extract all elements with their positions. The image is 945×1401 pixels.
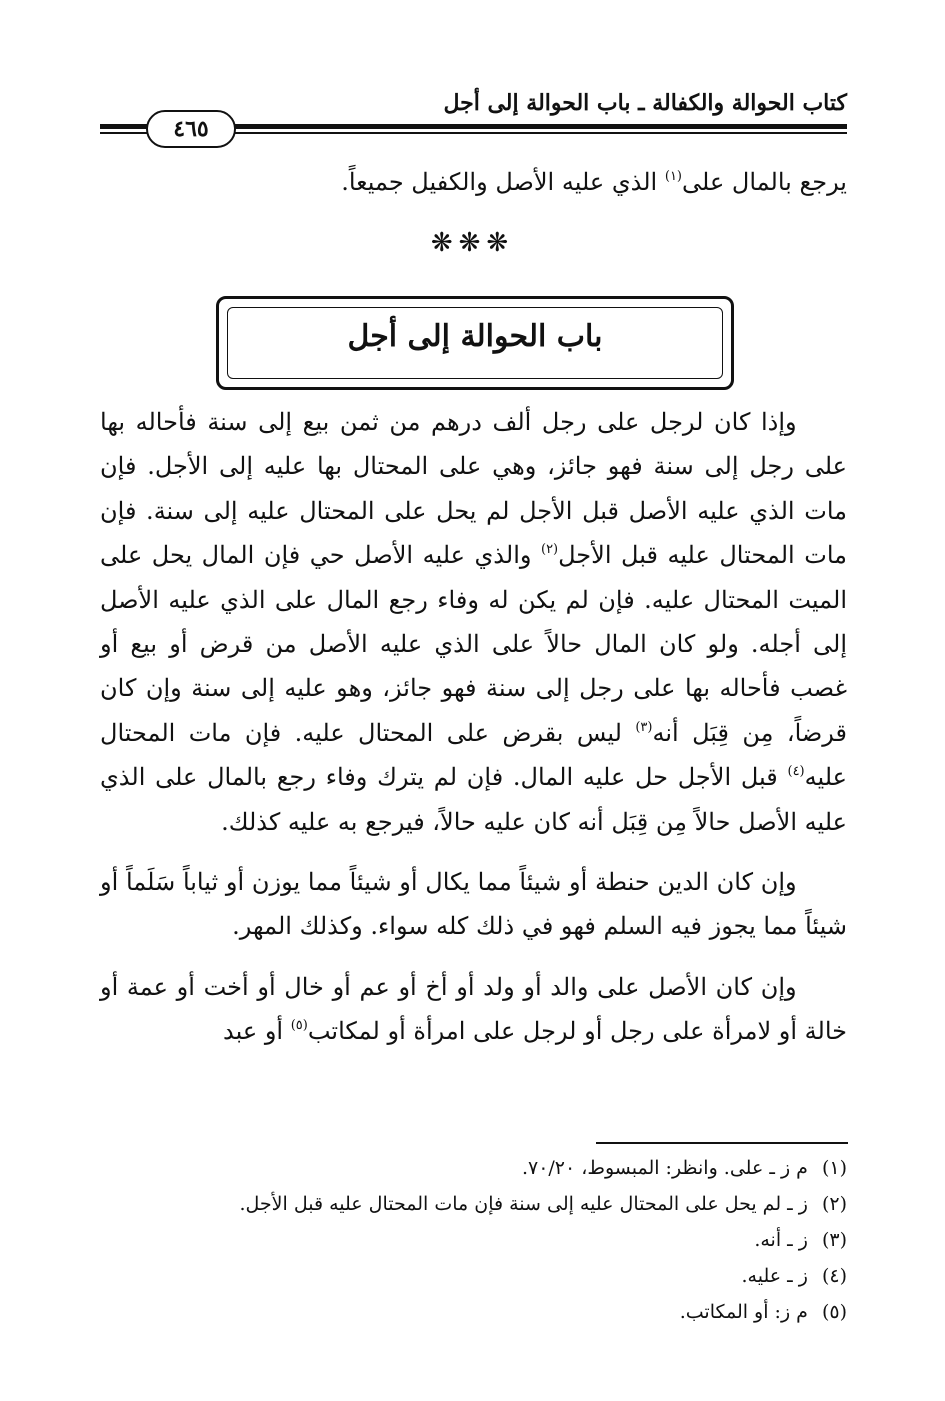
paragraph-1 [100, 400, 847, 844]
paragraph-3 [100, 965, 847, 1054]
footnote-ref-4: (٤) [787, 764, 805, 780]
paragraph-text: والذي عليه الأصل حي فإن المال يحل على الميت المحتال عليه. فإن لم يكن له وفاء رجع المال على الذي عليه الأصل إلى أجله. ولو كان المال حالاً على الذي عليه الأصل من قرض أو بيع أو غصب فأحاله بها على رجل إلى سنة فهو جائز، وهو عليه إلى سنة وإن كان قرضاً، مِن قِبَل أنه [100, 541, 847, 747]
chapter-title-frame [216, 296, 734, 390]
paragraph-text: وإذا كان لرجل على رجل ألف درهم من ثمن بيع إلى سنة فأحاله بها على رجل إلى سنة فهو جائز، وهي على المحتال بها عليه إلى الأجل. فإن مات الذي عليه الأصل قبل الأجل لم يحل على المحتال عليه إلى سنة. فإن مات المحتال عليه قبل الأجل [100, 408, 847, 570]
running-head: كتاب الحوالة والكفالة ـ باب الحوالة إلى أجل [443, 90, 847, 116]
footnote-text: م ز ـ على. وانظر: المبسوط، ٧٠/٢٠. [521, 1157, 808, 1179]
footnote-text: ز ـ لم يحل على المحتال عليه إلى سنة فإن مات المحتال عليه قبل الأجل. [239, 1193, 808, 1215]
footnote-item [100, 1222, 847, 1258]
paragraph-text: وإن كان الأصل على والد أو ولد أو أخ أو عم أو خال أو أخت أو عمة أو خالة أو لامرأة على رجل أو لرجل على امرأة أو لمكاتب [100, 972, 847, 1046]
footnote-item [100, 1150, 847, 1186]
footnote-text: ز ـ عليه. [741, 1265, 808, 1287]
chapter-title: باب الحوالة إلى أجل [347, 319, 603, 354]
footnote-ref-1: (١) [664, 169, 682, 184]
paragraph-2: وإن كان الدين حنطة أو شيئاً مما يكال أو شيئاً مما يوزن أو ثياباً سَلَماً أو شيئاً مما يجوز فيه السلم فهو في ذلك كله سواء. وكذلك المهر. [100, 868, 847, 941]
footnote-item [100, 1294, 847, 1330]
opening-text: يرجع بالمال على [682, 168, 847, 196]
footnote-number: (١) [821, 1157, 847, 1179]
footnote-number: (٣) [821, 1229, 847, 1251]
footnote-ref-3: (٣) [635, 719, 653, 735]
footnote-item [100, 1186, 847, 1222]
footnote-number: (٥) [821, 1301, 847, 1323]
footnote-text: ز ـ أنه. [754, 1229, 808, 1251]
paragraph-text: ليس بقرض على المحتال عليه. فإن مات المحتال عليه [100, 718, 847, 792]
footnotes [100, 1150, 847, 1330]
footnote-ref-5: (٥) [290, 1018, 308, 1034]
footnote-text: م ز: أو المكاتب. [679, 1301, 808, 1323]
body-text [100, 400, 847, 1070]
footnote-number: (٢) [821, 1193, 847, 1215]
footnote-item [100, 1258, 847, 1294]
paragraph-text: قبل الأجل حل عليه المال. فإن لم يترك وفاء رجع بالمال على الذي عليه الأصل حالاً مِن قِبَل أنه كان عليه حالاً، فيرجع به عليه كذلك. [100, 763, 847, 836]
opening-line [300, 160, 847, 204]
opening-text-cont: الذي عليه الأصل والكفيل جميعاً. [341, 168, 665, 196]
page-number: ٤٦٥ [146, 110, 236, 148]
footnote-number: (٤) [821, 1265, 847, 1287]
section-ornament: ❋❋❋ [430, 228, 515, 258]
footnote-ref-2: (٢) [540, 542, 559, 558]
paragraph-text: أو عبد [223, 1017, 291, 1046]
footnote-separator [596, 1142, 848, 1144]
